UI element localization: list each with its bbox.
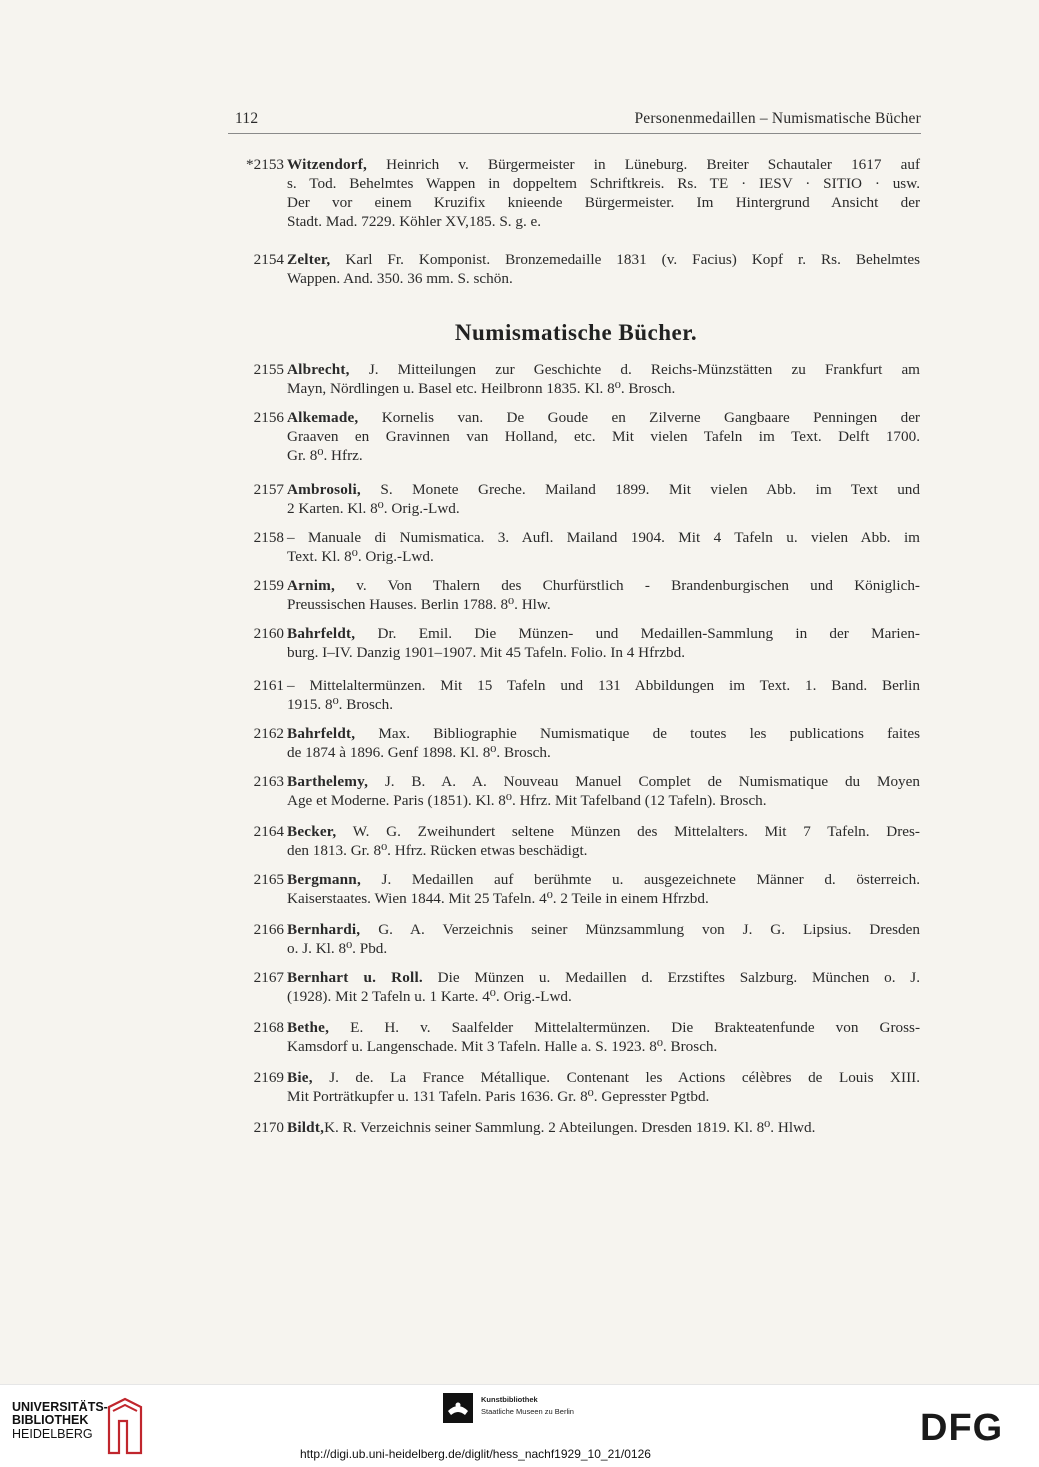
entry-text	[287, 920, 920, 958]
entry-line: Der vor einem Kruzifix knieende Bürgermeister. Im Hintergrund Ansicht der	[287, 194, 920, 211]
catalog-entry	[232, 480, 920, 518]
entry-text	[287, 576, 920, 614]
catalog-entry	[232, 822, 920, 860]
entry-text	[287, 676, 920, 714]
lot-number: 2162	[253, 725, 284, 742]
entry-line: Age et Moderne. Paris (1851). Kl. 8⁰. Hfrz. Mit Tafelband (12 Tafeln). Brosch.	[287, 792, 767, 809]
entry-author: Ambrosoli,	[287, 481, 361, 498]
entry-line: Kamsdorf u. Langenschade. Mit 3 Tafeln. Halle a. S. 1923. 8⁰. Brosch.	[287, 1038, 718, 1055]
entry-line: Gr. 8⁰. Hfrz.	[287, 447, 363, 464]
lot-number: 2168	[253, 1019, 284, 1036]
section-heading: Numismatische Bücher.	[454, 320, 698, 345]
catalog-entry	[232, 528, 920, 566]
header-rule	[228, 133, 921, 134]
catalog-entry	[232, 250, 920, 288]
entry-line: Stadt. Mad. 7229. Köhler XV,185. S. g. e.	[287, 213, 542, 230]
entry-line: Bergmann, J. Medaillen auf berühmte u. ausgezeichnete Männer d. österreich.	[287, 871, 920, 888]
entry-line: s. Tod. Behelmtes Wappen in doppeltem Schriftkreis. Rs. TE · IESV · SITIO · usw.	[287, 175, 920, 192]
entry-text	[287, 822, 920, 860]
entry-line: Bethe, E. H. v. Saalfelder Mittelaltermünzen. Die Brakteatenfunde von Gross-	[287, 1019, 920, 1036]
entry-line: Kaiserstaates. Wien 1844. Mit 25 Tafeln. 4⁰. 2 Teile in einem Hfrzbd.	[287, 890, 709, 907]
entry-text	[287, 408, 920, 465]
kb-name: Kunstbibliothek	[481, 1395, 538, 1404]
entry-text	[287, 360, 920, 398]
kunstbibliothek-logo[interactable]	[443, 1393, 574, 1428]
university-library-logo[interactable]	[12, 1401, 108, 1441]
catalog-entry	[232, 870, 920, 908]
lot-number: 2164	[253, 823, 284, 840]
eagle-icon	[443, 1393, 473, 1423]
lot-number: 2160	[253, 625, 284, 642]
entry-author: Bie,	[287, 1069, 313, 1086]
entry-line: Mayn, Nördlingen u. Basel etc. Heilbronn 1835. Kl. 8⁰. Brosch.	[287, 380, 676, 397]
lot-number: 2154	[253, 251, 284, 268]
entry-text	[287, 968, 920, 1006]
entry-author: Bahrfeldt,	[287, 625, 356, 642]
lot-number: 2166	[253, 921, 284, 938]
entry-author: Barthelemy,	[287, 773, 369, 790]
lot-number: 2157	[253, 481, 284, 498]
entry-line: Albrecht, J. Mitteilungen zur Geschichte d. Reichs-Münzstätten zu Frankfurt am	[287, 361, 920, 378]
entry-text	[287, 772, 920, 810]
lot-number: 2158	[253, 529, 284, 546]
entry-author: Arnim,	[287, 577, 336, 594]
catalog-entry	[232, 360, 920, 398]
entry-author: Bethe,	[287, 1019, 330, 1036]
entry-line: (1928). Mit 2 Tafeln u. 1 Karte. 4⁰. Orig.-Lwd.	[287, 988, 572, 1005]
lot-number: 2165	[253, 871, 284, 888]
entry-line: de 1874 à 1896. Genf 1898. Kl. 8⁰. Brosch.	[287, 744, 551, 761]
catalog-entry	[232, 1018, 920, 1056]
entry-line: o. J. Kl. 8⁰. Pbd.	[287, 940, 388, 957]
catalog-entry	[232, 408, 920, 465]
lot-number: 2169	[253, 1069, 284, 1086]
logo-line: UNIVERSITÄTS-	[12, 1400, 108, 1414]
logo-line: BIBLIOTHEK	[12, 1413, 89, 1427]
entry-line: 2 Karten. Kl. 8⁰. Orig.-Lwd.	[287, 500, 460, 517]
entry-line: – Mittelaltermünzen. Mit 15 Tafeln und 131 Abbildungen im Text. 1. Band. Berlin	[287, 677, 920, 694]
entry-line: Zelter, Karl Fr. Komponist. Bronzemedaille 1831 (v. Facius) Kopf r. Rs. Behelmtes	[287, 251, 920, 268]
entry-line: Arnim, v. Von Thalern des Churfürstlich - Brandenburgischen und Königlich-	[287, 577, 920, 594]
entry-author: Bernhardi,	[287, 921, 361, 938]
entry-line: Ambrosoli, S. Monete Greche. Mailand 1899. Mit vielen Abb. im Text und	[287, 481, 920, 498]
university-mark-icon	[105, 1397, 145, 1455]
entry-author: Alkemade,	[287, 409, 359, 426]
entry-line: den 1813. Gr. 8⁰. Hfrz. Rücken etwas beschädigt.	[287, 842, 588, 859]
catalog-entry	[232, 920, 920, 958]
entry-line: burg. I–IV. Danzig 1901–1907. Mit 45 Tafeln. Folio. In 4 Hfrzbd.	[287, 644, 685, 661]
entry-line: Becker, W. G. Zweihundert seltene Münzen des Mittelalters. Mit 7 Tafeln. Dres-	[287, 823, 920, 840]
entry-author: Zelter,	[287, 251, 331, 268]
catalog-entry	[232, 968, 920, 1006]
entry-line: 1915. 8⁰. Brosch.	[287, 696, 394, 713]
entry-text	[287, 870, 920, 908]
lot-number: 2167	[253, 969, 284, 986]
entry-line: Preussischen Hauses. Berlin 1788. 8⁰. Hlw.	[287, 596, 551, 613]
running-head	[235, 110, 921, 128]
entry-line: Mit Porträtkupfer u. 131 Tafeln. Paris 1636. Gr. 8⁰. Gepresster Pgtbd.	[287, 1088, 710, 1105]
catalog-entry	[232, 155, 920, 231]
entry-line: – Manuale di Numismatica. 3. Aufl. Mailand 1904. Mit 4 Tafeln u. vielen Abb. im	[287, 529, 920, 546]
catalog-entry	[232, 1068, 920, 1106]
entry-line: Alkemade, Kornelis van. De Goude en Zilverne Gangbaare Penningen der	[287, 409, 920, 426]
entry-author: Bahrfeldt,	[287, 725, 356, 742]
lot-number: 2163	[253, 773, 284, 790]
entry-author: Witzendorf,	[287, 156, 367, 173]
footer	[0, 1384, 1039, 1467]
catalog-entry	[232, 624, 920, 662]
entry-author: Bergmann,	[287, 871, 361, 888]
kb-sub: Staatliche Museen zu Berlin	[481, 1407, 574, 1416]
entry-author: Bernhart u. Roll.	[287, 969, 423, 986]
entry-author: Albrecht,	[287, 361, 350, 378]
catalog-entry	[232, 576, 920, 614]
catalog-entry	[232, 724, 920, 762]
entry-author: Bildt,	[287, 1119, 325, 1136]
entry-text	[287, 155, 920, 231]
entry-line: Witzendorf, Heinrich v. Bürgermeister in Lüneburg. Breiter Schautaler 1617 auf	[287, 156, 920, 173]
entry-line: Bernhardi, G. A. Verzeichnis seiner Münzsammlung von J. G. Lipsius. Dresden	[287, 921, 920, 938]
catalog-entry	[232, 676, 920, 714]
logo-line: HEIDELBERG	[12, 1427, 93, 1441]
source-url[interactable]: http://digi.ub.uni-heidelberg.de/diglit/hess_nachf1929_10_21/0126	[300, 1447, 651, 1461]
entry-line: Barthelemy, J. B. A. A. Nouveau Manuel Complet de Numismatique du Moyen	[287, 773, 920, 790]
running-title: Personenmedaillen – Numismatische Bücher	[634, 110, 921, 127]
entry-text	[287, 1018, 920, 1056]
lot-number: 2155	[253, 361, 284, 378]
lot-number: 2156	[253, 409, 284, 426]
entry-text	[287, 724, 920, 762]
page-number: 112	[235, 110, 259, 127]
lot-number: 2159	[253, 577, 284, 594]
entry-text	[287, 624, 920, 662]
entry-line: Wappen. And. 350. 36 mm. S. schön.	[287, 270, 513, 287]
entry-line: Text. Kl. 8⁰. Orig.-Lwd.	[287, 548, 434, 565]
catalog-entry	[232, 1118, 920, 1137]
entry-text	[287, 528, 920, 566]
entry-line: Bie, J. de. La France Métallique. Contenant les Actions célèbres de Louis XIII.	[287, 1069, 920, 1086]
entry-line: Bahrfeldt, Dr. Emil. Die Münzen- und Medaillen-Sammlung in der Marien-	[287, 625, 920, 642]
entry-line: Bernhart u. Roll. Die Münzen u. Medaillen d. Erzstiftes Salzburg. München o. J.	[287, 969, 920, 986]
dfg-logo[interactable]: DFG	[920, 1407, 1004, 1449]
entry-text	[287, 1068, 920, 1106]
entry-line: Graaven en Gravinnen van Holland, etc. Mit vielen Tafeln im Text. Delft 1700.	[287, 428, 920, 445]
entry-line: Bildt,K. R. Verzeichnis seiner Sammlung. 2 Abteilungen. Dresden 1819. Kl. 8⁰. Hlwd.	[287, 1119, 816, 1136]
entry-text	[287, 1118, 920, 1137]
entry-line: Bahrfeldt, Max. Bibliographie Numismatique de toutes les publications faites	[287, 725, 920, 742]
lot-number: *2153	[246, 156, 284, 173]
lot-number: 2161	[253, 677, 284, 694]
entry-text	[287, 250, 920, 288]
entry-author: Becker,	[287, 823, 337, 840]
lot-number: 2170	[253, 1119, 284, 1136]
entry-text	[287, 480, 920, 518]
catalog-entry	[232, 772, 920, 810]
